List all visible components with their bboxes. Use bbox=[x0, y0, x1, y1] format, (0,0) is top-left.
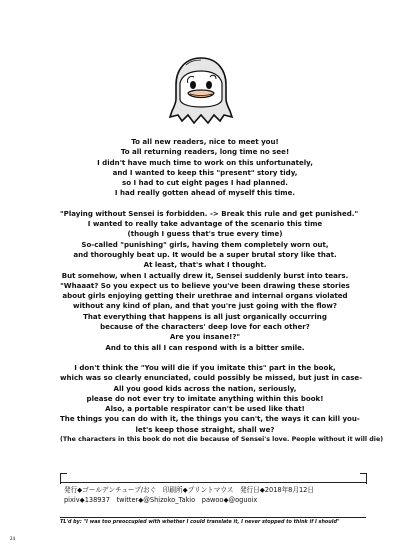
afterword-line: (though I guess that's true every time) bbox=[127, 229, 283, 239]
afterword-line: which was so clearly enunciated, could possibly be missed, but just in case- bbox=[60, 373, 363, 383]
afterword-footnote: (The characters in this book do not die because of Sensei's love. People without it will die) bbox=[60, 436, 384, 444]
afterword-line: I had really gotten ahead of myself this time. bbox=[114, 188, 296, 198]
afterword-line: To all returning readers, long time no see! bbox=[120, 147, 290, 157]
afterword-line: But somehow, when I actually drew it, Sensei suddenly burst into tears. bbox=[61, 270, 349, 280]
paragraph-gap bbox=[60, 353, 350, 363]
afterword-line: about girls enjoying getting their urethrae and internal organs violated bbox=[62, 291, 348, 301]
afterword-line: So-called "punishing" girls, having them completely worn out, bbox=[81, 239, 329, 249]
afterword-text bbox=[60, 137, 384, 445]
colophon-social-line: pixiv◆138937 twitter◆@Shizoko_Takio pawoo◆@oguoix bbox=[64, 496, 258, 504]
afterword-line: I didn't have much time to work on this unfortunately, bbox=[97, 157, 313, 167]
afterword-line: That everything that happens is all just organically occurring bbox=[83, 311, 327, 321]
afterword-line: Are you insane!?" bbox=[169, 332, 241, 342]
afterword-line: "Playing without Sensei is forbidden. -> Break this rule and get punished." bbox=[60, 208, 359, 218]
afterword-line: To all new readers, nice to meet you! bbox=[131, 137, 279, 146]
afterword-line: At least, that's what I thought. bbox=[143, 260, 267, 270]
afterword-line: and thoroughly beat up. It would be a super brutal story like that. bbox=[73, 249, 337, 259]
paragraph-gap bbox=[60, 199, 350, 209]
hooded-ghost-mascot-icon bbox=[166, 55, 236, 127]
afterword-line: I don't think the "You will die if you imitate this" part in the book, bbox=[74, 362, 336, 372]
afterword-line: let's keep those straight, shall we? bbox=[135, 424, 275, 434]
afterword-line: "Whaaat? So you expect us to believe you've been drawing these stories bbox=[60, 280, 350, 290]
afterword-line: so I had to cut eight pages I had planned. bbox=[122, 178, 288, 188]
afterword-line: without any kind of plan, and that you're just going with the flow? bbox=[72, 301, 337, 311]
afterword-line: because of the characters' deep love for each other? bbox=[100, 322, 310, 332]
colophon-divider bbox=[60, 482, 366, 483]
afterword-line: The things you can do with it, the things you can't, the ways it can kill you- bbox=[60, 414, 360, 424]
page-number: 24 bbox=[10, 536, 16, 541]
afterword-line: And to this all I can respond with is a bitter smile. bbox=[105, 342, 305, 352]
afterword-line: and I wanted to keep this "present" story tidy, bbox=[112, 167, 298, 177]
colophon-publisher-line: 発行◆ゴールデンチューブ/おぐ 印刷所◆プリントマウス 発行日◆2018年8月12日 bbox=[64, 486, 314, 494]
afterword-line: All you good kids across the nation, seriously, bbox=[113, 383, 297, 393]
translator-divider bbox=[60, 517, 366, 518]
afterword-line: please do not ever try to imitate anything within this book! bbox=[86, 393, 324, 403]
afterword-line: I wanted to really take advantage of the scenario this time bbox=[87, 219, 323, 229]
translator-note: TL'd by: "I was too preoccupied with whether I could translate it, I never stopped to think if I should" bbox=[60, 519, 340, 525]
afterword-line: Also, a portable respirator can't be used like that! bbox=[105, 404, 305, 414]
